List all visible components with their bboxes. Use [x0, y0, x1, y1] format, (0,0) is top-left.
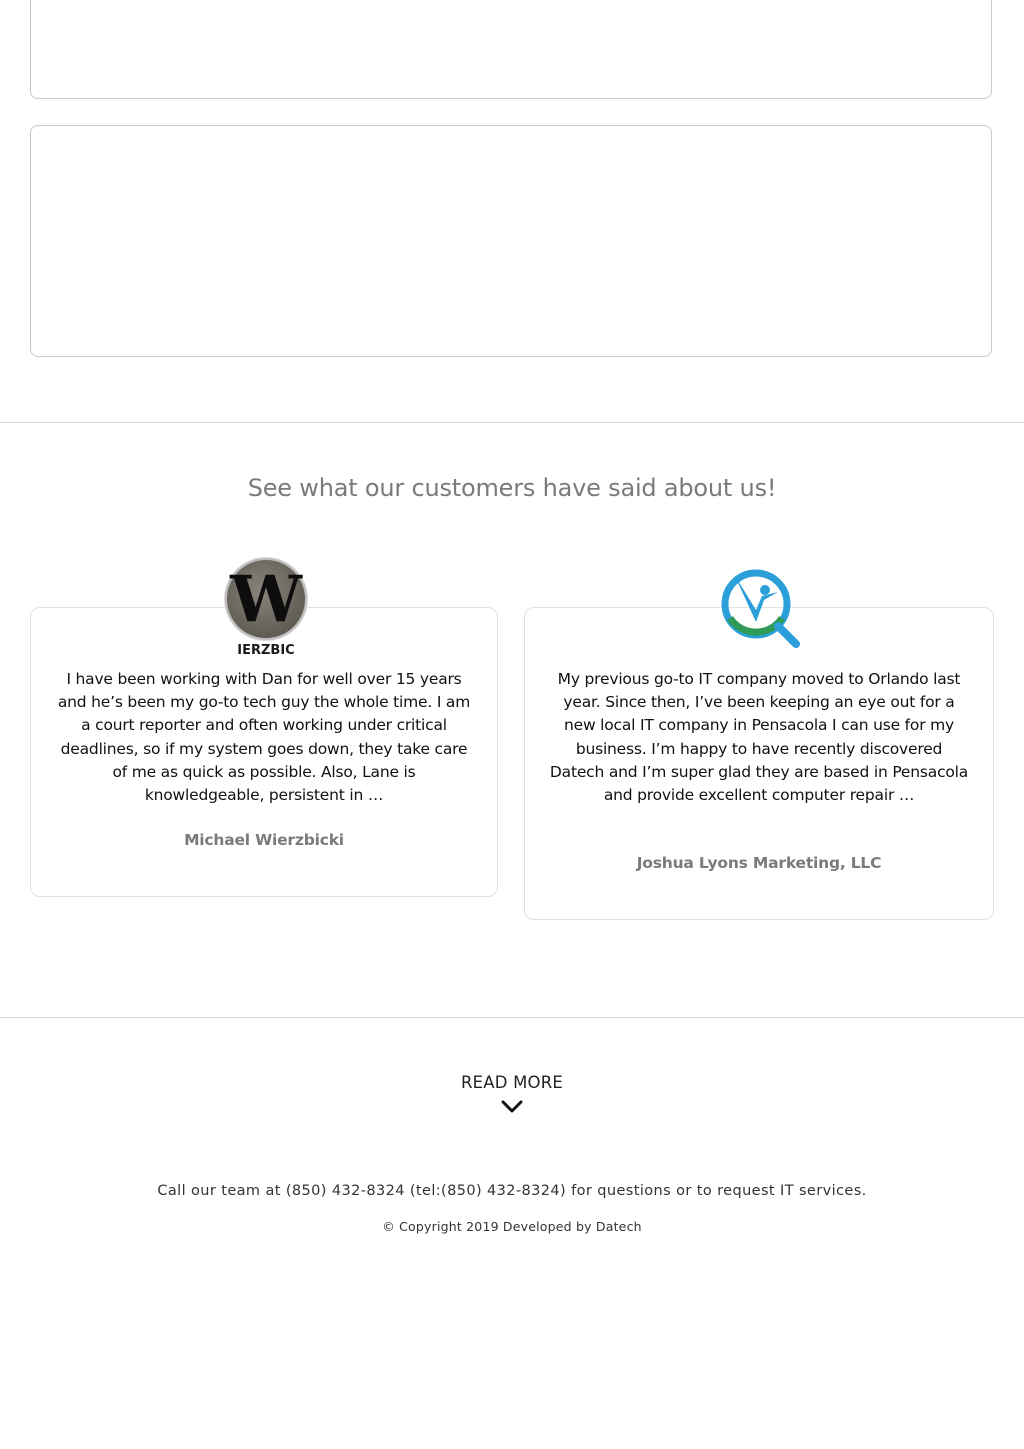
footer-contact-text	[0, 1183, 1024, 1199]
testimonial-quote: My previous go-to IT company moved to Orlando last year. Since then, I’ve been keeping an eye out for a new local IT company in Pensacola I can use for my business. I’m happy to have recently discovered Datech and I’m super glad they are based in Pensacola and provide excellent computer repair …	[549, 670, 969, 805]
testimonial-quote: I have been working with Dan for well over 15 years and he’s been my go-to tech guy the whole time. I am a court reporter and often working under critical deadlines, so if my system goes down, they take care of me as quick as possible. Also, Lane is knowledgeable, persistent in …	[57, 670, 471, 805]
call-suffix: for questions or to request IT services.	[566, 1183, 867, 1199]
read-more-link[interactable]: READ MORE	[460, 1073, 564, 1092]
phone-tel: (tel:(850) 432-8324)	[404, 1183, 567, 1199]
testimonial-author: Michael Wierzbicki	[184, 831, 344, 849]
chevron-down-icon[interactable]	[500, 1099, 524, 1115]
joshua-lyons-marketing-logo	[718, 566, 802, 650]
testimonial-card	[524, 607, 994, 920]
svg-text:W: W	[230, 562, 302, 637]
testimonial-author: Joshua Lyons Marketing, LLC	[636, 854, 882, 872]
call-prefix: Call our team at	[157, 1183, 286, 1199]
phone-link[interactable]: (850) 432-8324	[285, 1183, 405, 1199]
section-divider	[0, 422, 1024, 423]
svg-text:IERZBIC: IERZBIC	[237, 643, 295, 657]
copyright: © Copyright 2019 Developed by Datech	[382, 1219, 642, 1234]
testimonials-title: See what our customers have said about us!	[247, 474, 777, 502]
content-box-top	[30, 0, 992, 99]
section-divider	[0, 1017, 1024, 1018]
wierzbicki-logo	[222, 555, 310, 657]
content-box-middle	[30, 125, 992, 357]
